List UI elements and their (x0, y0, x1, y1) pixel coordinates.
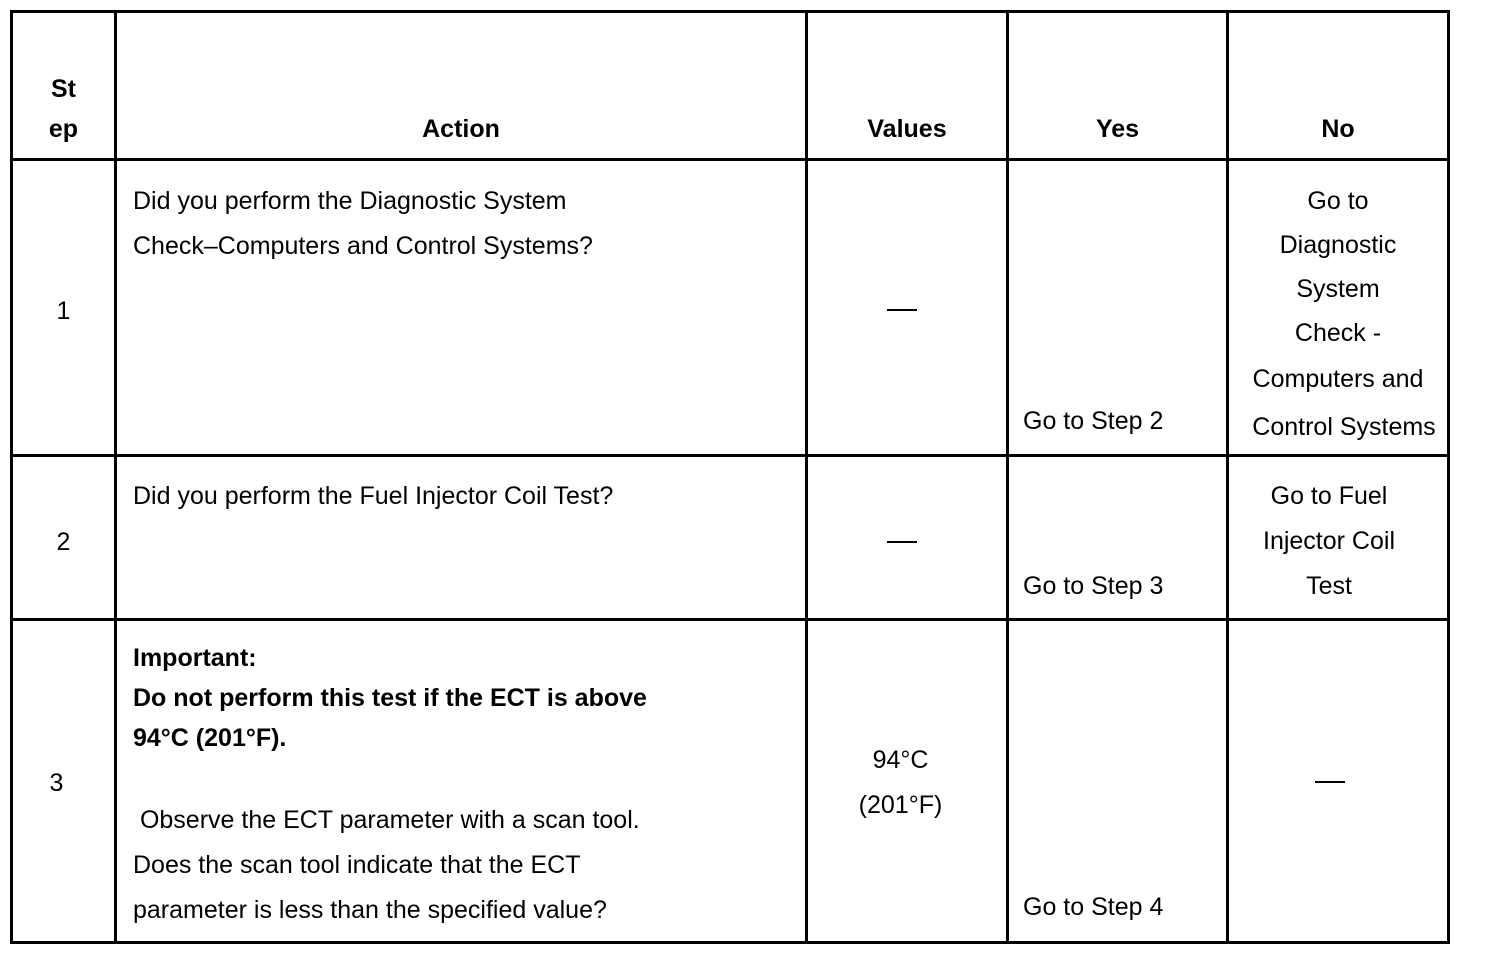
no-line: Go to (1307, 187, 1369, 215)
header-action: Action (422, 115, 500, 143)
spacer (133, 758, 647, 798)
no-line: Control Systems (1252, 413, 1436, 441)
step-number: 2 (56, 528, 71, 556)
action-line: Did you perform the Diagnostic System (133, 187, 567, 215)
action-text (133, 638, 647, 933)
action-line: Check–Computers and Control Systems? (133, 232, 593, 260)
no-result (1229, 474, 1429, 609)
action-line: Observe the ECT parameter with a scan tool. (133, 806, 640, 834)
no-result (1229, 179, 1447, 449)
value-line: (201°F) (858, 791, 943, 819)
yes-result: Go to Step 3 (1023, 572, 1164, 600)
action-line: Does the scan tool indicate that the ECT (133, 851, 581, 879)
row-divider (13, 158, 1447, 161)
action-line: parameter is less than the specified value? (133, 896, 607, 924)
no-dash (1315, 781, 1345, 783)
value-dash (887, 309, 917, 311)
header-yes: Yes (1095, 115, 1140, 143)
value-line: 94°C (872, 746, 929, 774)
no-line: Injector Coil (1263, 527, 1395, 555)
no-line: Diagnostic (1279, 231, 1397, 259)
header-step (13, 69, 114, 149)
important-text-line: 94°C (201°F). (133, 724, 287, 752)
value-text (808, 738, 993, 828)
header-step-line1: St (51, 75, 76, 103)
value-dash (887, 541, 917, 543)
no-line: Go to Fuel (1270, 482, 1388, 510)
action-text (133, 179, 593, 269)
no-line: System (1296, 275, 1380, 303)
diagnostic-table (10, 10, 1450, 944)
yes-result: Go to Step 4 (1023, 893, 1164, 921)
step-number: 3 (49, 769, 64, 797)
row-divider (13, 618, 1447, 621)
header-no: No (1321, 115, 1355, 143)
action-line: Did you perform the Fuel Injector Coil Test? (133, 482, 614, 510)
header-step-line2: ep (48, 115, 79, 143)
important-text-line: Do not perform this test if the ECT is above (133, 684, 647, 712)
step-number: 1 (56, 297, 71, 325)
row-divider (13, 454, 1447, 457)
yes-result: Go to Step 2 (1023, 407, 1164, 435)
column-divider (1006, 13, 1009, 941)
no-line: Test (1306, 572, 1352, 600)
header-values: Values (867, 115, 947, 143)
important-label: Important: (133, 644, 257, 672)
no-line: Computers and (1252, 365, 1424, 393)
no-line: Check - (1294, 319, 1382, 347)
column-divider (114, 13, 117, 941)
action-text (133, 474, 613, 519)
